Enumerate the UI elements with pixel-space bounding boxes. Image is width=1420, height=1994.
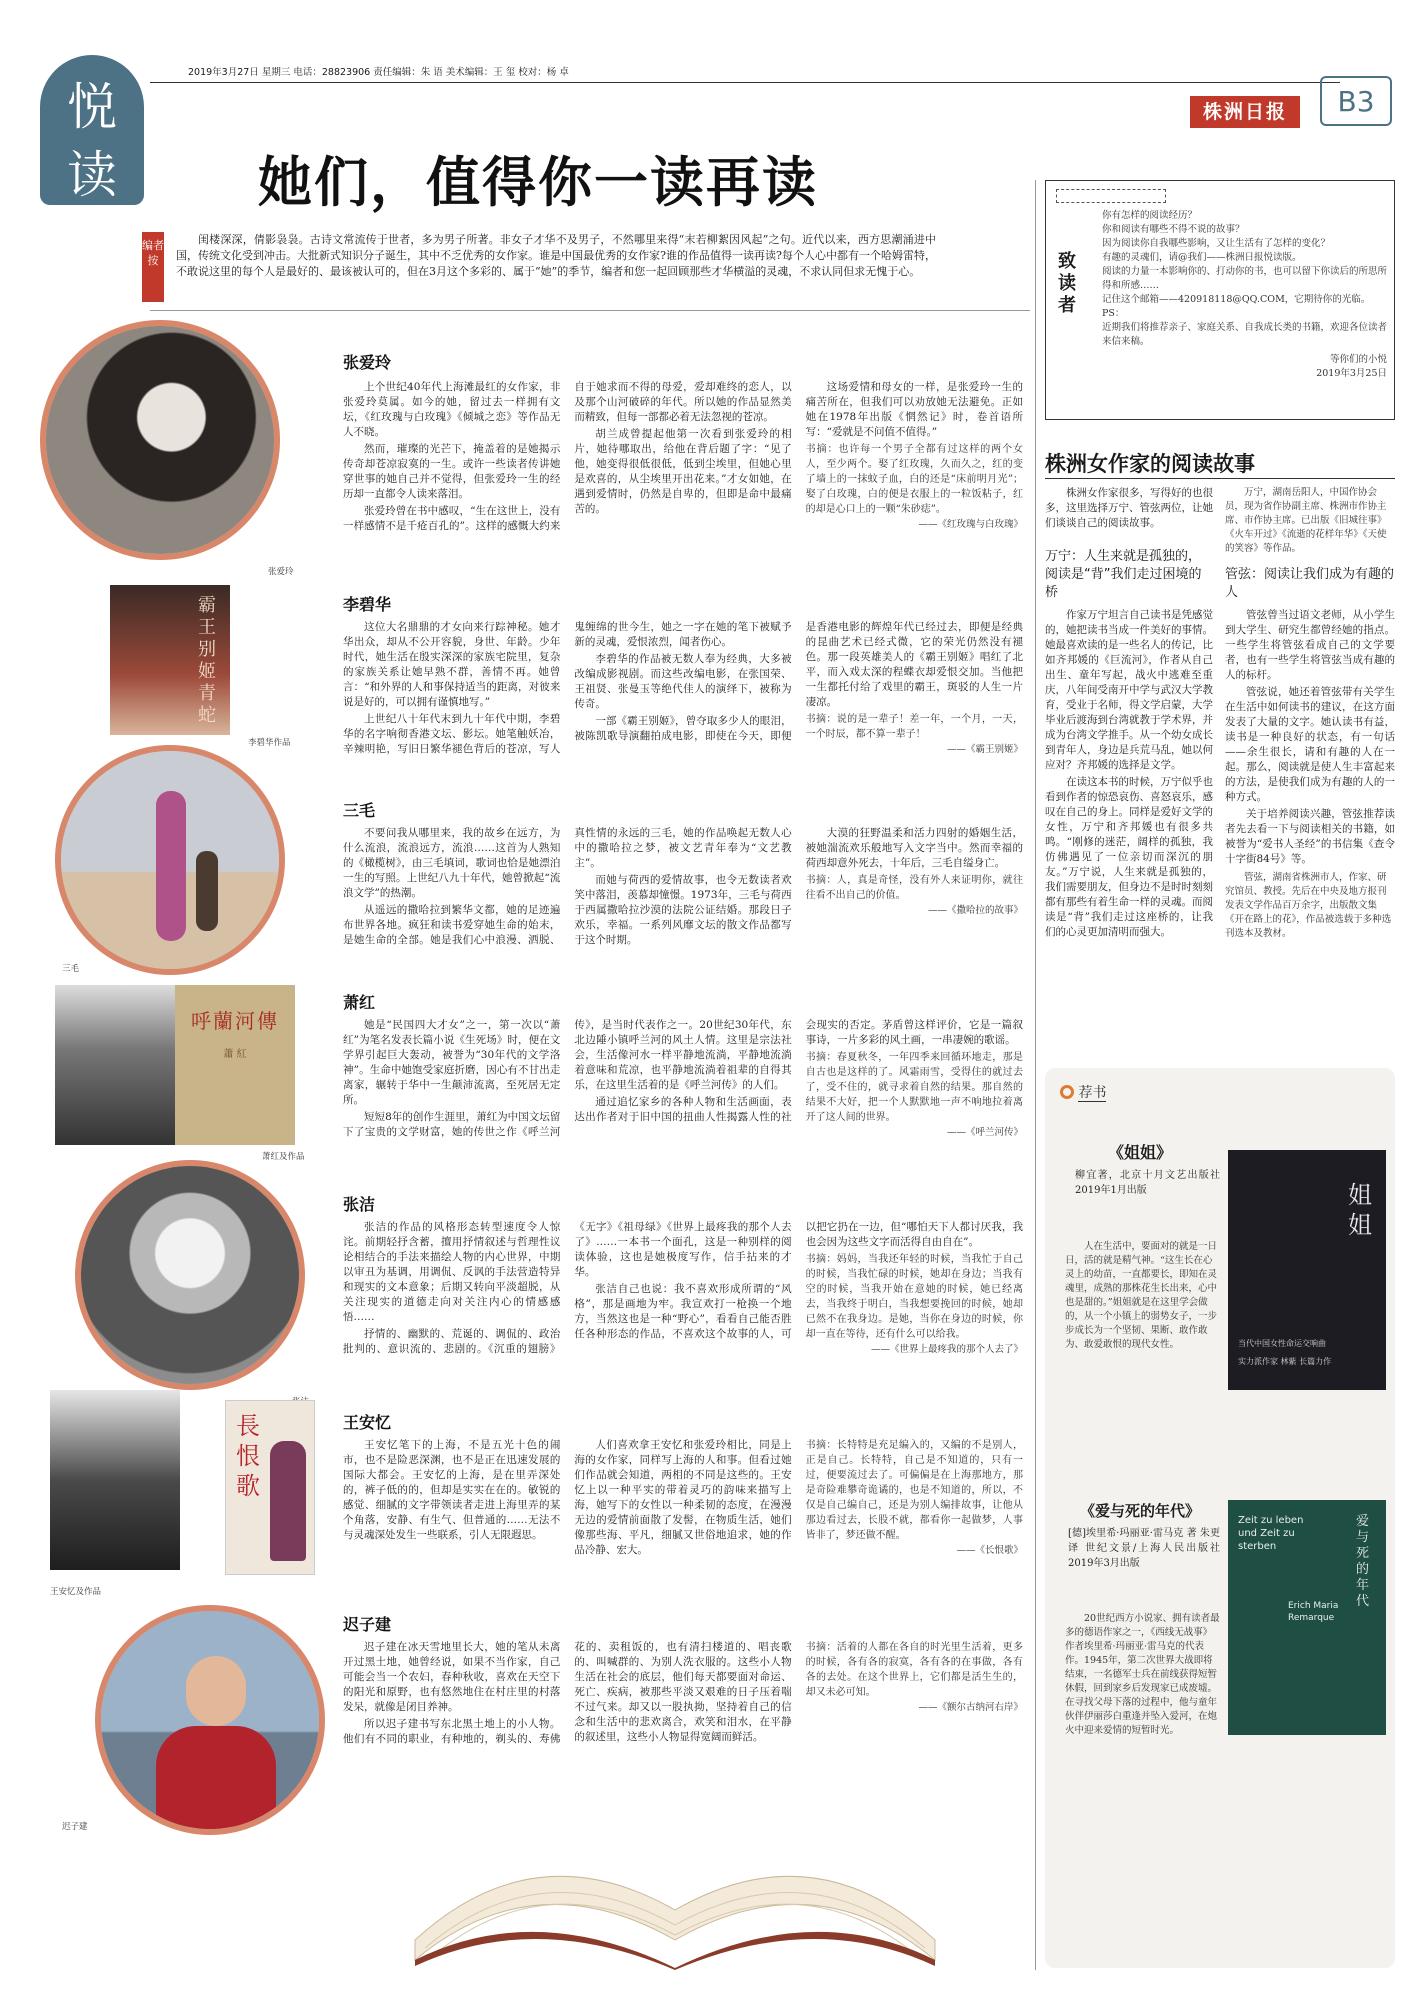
wanganyi-photo bbox=[50, 1390, 180, 1570]
editor-note-label-text: 编者按 bbox=[142, 239, 164, 267]
book2-cover-title: 爱与死的年代 bbox=[1356, 1514, 1370, 1609]
xiaohong-photo bbox=[55, 985, 175, 1145]
paragraph: 作家万宁坦言自己读书是凭感觉的，她把读书当成一件美好的事情。她最喜欢读的是一些名人的传记，比如齐邦媛的《巨流河》，作者从自己出生、童年写起，战火中逃难至重庆，八年间受南开中学与武汉大学教育，受业于名师，得文学启蒙，大学毕业后渡海到台湾就教于学术界，并成为台湾文学推手。从一个幼女成长到青年人，身边是兵荒马乱，她以何应对？齐邦媛的选择是文学。 bbox=[1045, 609, 1213, 771]
section-badge bbox=[40, 55, 144, 205]
quote-label: 书摘： bbox=[805, 444, 839, 455]
li-bihua-caption: 李碧华作品 bbox=[248, 738, 291, 748]
to-reader-stamp bbox=[1056, 189, 1166, 203]
book-rec-label bbox=[1060, 1082, 1106, 1102]
quote-text: 活着的人都在各自的时光里生活着，更多的时候，各有各的寂寞，各有各的在事做，各有各的去处。在这个世界上，它们都是活生生的，却又未必可知。 bbox=[805, 1642, 1023, 1698]
page-number: B3 bbox=[1320, 76, 1392, 126]
paragraph: 从遥远的撒哈拉到繁华文都，她的足迹遍布世界各地。疯狂和读书爱穿她生命的始末，是她生命的全部。她是我们心中浪漫、洒脱、真性情的永远的三毛，她的作品唤起无数人心中的撒哈拉之梦，被文艺青年奉为“文艺教主”。 bbox=[343, 827, 792, 946]
book2-meta: [德]埃里希·玛丽亚·雷马克 著 朱更 译 世纪文景/上海人民出版社 2019年3月出版 bbox=[1068, 1528, 1220, 1569]
quote-text: 说的是一辈子！差一年，一个月，一天，一个时辰，都不算一辈子！ bbox=[805, 714, 1023, 740]
quote-source: ——《额尔古纳河右岸》 bbox=[918, 1702, 1023, 1713]
book2-cover-author: Erich Maria Remarque bbox=[1288, 1601, 1339, 1623]
dateline: 2019年3月27日 星期三 电话：28823906 责任编辑：朱 语 美术编辑：王 玺 校对：杨 卓 bbox=[188, 67, 569, 78]
to-reader-box bbox=[1045, 180, 1395, 420]
zhang-ailing-caption: 张爱玲 bbox=[268, 567, 294, 577]
article-body-xiaohong bbox=[343, 1018, 1023, 1178]
quote-text: 长特特是充足编入的，又编的不是别人，正是自己。长特特，自己是不知道的，只有一过，便要流过去了。可偏偏是在上海那地方，那是奇险难攀奇诡谲的，也是不知道的，所以，不仅是自己编自己，还是为别人编排故事，让他从那边看过去，长股不就，都看你一起做梦，人事皆非了，梦还做不醒。 bbox=[805, 1440, 1023, 1541]
wanning-bio: 万宁，湖南岳阳人，中国作协会员，现为省作协副主席、株洲市作协主席、市作协主席。已出版《旧城往事》《火车开过》《流逝的花样年华》《天使的笑容》等作品。 bbox=[1225, 487, 1387, 554]
sanmao-photo bbox=[55, 745, 285, 975]
paragraph: 张洁的作品的风格形态转型速度令人惊诧。前期轻抒含蓄，擅用抒情叙述与哲理性议论相结合的手法来描绘人物的内心世界，中期以审丑为基调，用调侃、反讽的手法营造特异和现实的文本意象；后期又转向平淡超脱，从关注现实的道德走向对关注内心的情感感悟…… bbox=[343, 1221, 561, 1323]
quote-label: 书摘： bbox=[805, 714, 837, 725]
masthead-rule bbox=[150, 82, 1340, 83]
quote-label: 书摘： bbox=[805, 1440, 837, 1451]
paragraph: 这场爱情和母女的一样，是张爱玲一生的痛苦所在，但我们可以劝放她无法避免。正如她在1978年出版《惘然记》时，卷首语所写：“爱就是不问值不值得。” bbox=[805, 381, 1023, 438]
book1-text: 人在生活中，要面对的就是一日日，活的就是精气神。“这生长在心灵上的幼苗，一直都要长，即知在灵魂里，成熟的那株花生长出来，心中也是甜的。”姐姐就是在这里学会做的，从一个小镇上的弱势女子，一步步成长为一个坚韧、果断、敢作敢为、敢爱敢恨的现代女性。 bbox=[1065, 1241, 1218, 1350]
section-char-1: 悦 bbox=[67, 78, 117, 136]
article-body-sanmao bbox=[343, 826, 1023, 976]
to-reader-text bbox=[1102, 209, 1387, 381]
book-rec-label-text: 荐书 bbox=[1078, 1085, 1107, 1101]
book1-cover-sub2: 实力派作家 林紫 长篇力作 bbox=[1238, 1357, 1332, 1366]
paragraph: 大漠的狂野温柔和活力四射的婚姻生活，被她湍流欢乐般地写入文字当中。然而幸福的荷西却意外死去，十年后，三毛自缢身亡。 bbox=[805, 827, 1023, 869]
paragraph: 关于培养阅读兴趣，管弦推荐读者先去看一下与阅读相关的书籍，如被誉为“爱书人圣经”的书信集《查令十字街84号》等。 bbox=[1225, 808, 1395, 865]
hulan-book-cover bbox=[175, 985, 295, 1145]
xiaohong-caption: 萧红及作品 bbox=[262, 1152, 305, 1162]
to-reader-line: 你有怎样的阅读经历？ bbox=[1102, 210, 1198, 221]
quote-label: 书摘： bbox=[805, 1254, 837, 1265]
paragraph: 张爱玲曾在书中感叹，“生在这世上，没有一样感情不是千疮百孔的”。这样的感慨大约来自于她求而不得的母爱，爱却难终的恋人，以及那个山河破碎的年代。所以她的作品显然美而精致，但每一部都必着无法忽视的苍凉。 bbox=[343, 381, 792, 532]
quote-source: ——《长恨歌》 bbox=[956, 1545, 1023, 1556]
book1-cover-title: 姐姐 bbox=[1348, 1181, 1372, 1239]
open-book-illustration bbox=[395, 1790, 955, 1970]
to-reader-line: 因为阅读你自我哪些影响，又让生活有了怎样的变化？ bbox=[1102, 238, 1331, 249]
zhuzhou-intro: 株洲女作家很多，写得好的也很多，这里选择万宁、管弦两位，让她们谈谈自己的阅读故事。 bbox=[1045, 487, 1213, 529]
to-reader-date: 2019年3月25日 bbox=[1316, 368, 1387, 379]
section-char-2: 读 bbox=[67, 146, 117, 204]
paragraph: 胡兰成曾提起他第一次看到张爱玲的相片，她待哪取出，给他在背后题了字：“见了他，她变得很低很低，低到尘埃里，但她心里是欢喜的，从尘埃里开出花来。”才女如她，在遇到爱情时，仍然是自卑的，但即是命中最痛苦的。 bbox=[574, 428, 792, 515]
quote-source: ——《霸王别姬》 bbox=[946, 744, 1023, 755]
editor-note-label bbox=[142, 232, 164, 302]
quote-source: ——《呼兰河传》 bbox=[946, 1127, 1023, 1138]
article-title-li-bihua: 李碧华 bbox=[343, 595, 392, 614]
to-reader-line: 近期我们将推荐亲子、家庭关系、自我成长类的书籍，欢迎各位读者来信来稿。 bbox=[1102, 322, 1388, 347]
hulan-cover-title: 呼蘭河傳 bbox=[191, 1009, 279, 1033]
article-body-chizijian bbox=[343, 1640, 1023, 1775]
guanxian-bio: 管弦，湖南省株洲市人，作家、研究馆员、教授。先后在中央及地方报刊发表文学作品百万余字，出版散文集《开在路上的花》，作品被选载于多种选刊选本及教材。 bbox=[1225, 872, 1392, 939]
paragraph: 李碧华的作品被无数人奉为经典，大多被改编成影视剧。而这些改编电影，在张国荣、王祖贤、张曼玉等绝代佳人的演绎下，被称为传奇。 bbox=[574, 653, 792, 710]
zhuzhou-right-column bbox=[1225, 566, 1395, 941]
article-body-zhangjie bbox=[343, 1220, 1023, 1395]
paragraph: 张洁自己也说：我不喜欢形成所谓的“风格”，那是画地为牢。我宣欢打一枪换一个地方，当然这也是一种“野心”，看看自己能否胜任各种形态的作品，不喜欢这个故事的人，可以把它扔在一边，但“哪怕天下人都讨厌我，我也会因为这些文字而活得自由自在”。 bbox=[574, 1221, 1023, 1340]
paragraph: 上个世纪40年代上海滩最红的女作家，非张爱玲莫属。如今的她，留过去一样拥有文坛，《红玫瑰与白玫瑰》《倾城之恋》等作品无人不晓。 bbox=[343, 381, 561, 438]
paragraph: 短短8年的创作生涯里，萧红为中国文坛留下了宝贵的文学财富，她的传世之作《呼兰河传》，是当时代表作之一。20世纪30年代，东北边陲小镇呼兰河的风土人情。这里是宗法社会，生活像河水一样平静地流淌，平静地流淌着意味和荒凉，也平静地流淌着祖辈的自得其乐，在这里生活着的是《呼兰河传》的人们。 bbox=[343, 1019, 792, 1138]
guanxian-heading: 管弦：阅读让我们成为有趣的人 bbox=[1225, 567, 1395, 600]
li-bihua-book-cover bbox=[110, 585, 230, 735]
quote-text: 妈妈，当我还年轻的时候，当我忙于自己的时候，当我忙碌的时候，她却在身边；当我有空的时候，当我开始在意她的时候，她已经离去，当我终于明白，当我想要挽回的时候，她却已然不在我身边。是她，当你在身边的时候，你却一直在等待，还有什么可以给我。 bbox=[805, 1254, 1023, 1340]
to-reader-sign: 等你们的小悦 bbox=[1329, 354, 1387, 365]
paragraph: 管弦曾当过语文老师，从小学生到大学生、研究生都曾经她的指点。一些学生将管弦看成自己的文学要者，也有一些学生将管弦当成有趣的人的标杆。 bbox=[1225, 609, 1395, 681]
book2-text: 20世纪西方小说家、拥有读者最多的德语作家之一，《西线无战事》作者埃里希·玛丽亚·雷马克的代表作。1945年，第二次世界大战即将结束，一名德军士兵在前线获得短暂休假，回到家乡后发现家已成废墟。在寻找父母下落的过程中，他与童年伙伴伊丽莎白重逢并坠入爱河，在炮火中迎来爱情的短暂时光。 bbox=[1065, 1613, 1220, 1736]
zhang-ailing-photo bbox=[40, 320, 280, 560]
book1-meta: 柳宜著，北京十月文艺出版社 2019年1月出版 bbox=[1075, 1170, 1220, 1196]
quote-text: 人，真是奇怪，没有外人来证明你，就往往看不出自己的价值。 bbox=[805, 875, 1023, 901]
to-reader-label: 致读者 bbox=[1058, 251, 1076, 316]
article-body-li-bihua bbox=[343, 620, 1023, 780]
zhuzhou-title: 株洲女作家的阅读故事 bbox=[1045, 452, 1255, 476]
article-title-zhang-ailing: 张爱玲 bbox=[343, 353, 392, 372]
paragraph: 所以迟子建书写东北黑土地上的小人物。他们有不同的职业，有种地的，剃头的、寿佛花的、卖租饭的，也有清扫楼道的、唱丧歌的、叫喊群的、为别人洗衣服的。这些小人物生活在社会的底层，他们每天都要面对命运、死亡、疾病，被那些平淡又艰难的日子压着喘不过气来。却又以一股执拗，坚持着自己的信念和生活中的悲欢离合，欢笑和泪水，在平静的叙述里，这些小人物显得宽阔而鲜活。 bbox=[343, 1641, 792, 1745]
paragraph: 迟子建在冰天雪地里长大，她的笔从未离开过黑土地，她曾经说，如果不当作家，自己可能会当一个农妇，春种秋收，喜欢在天空下的阳光和原野，也有悠然地住在村庄里的村落发呆，就像是闭目养神。 bbox=[343, 1641, 561, 1713]
quote-text: 春夏秋冬，一年四季来回循环地走，那是自古也是这样的了。风霜雨雪，受得住的就过去了，受不住的，就寻求着自然的结果。那自然的结果不大好，把一个人默默地一声不响地拉着离开了这人间的世界。 bbox=[805, 1052, 1023, 1123]
quote-source: ——《红玫瑰与白玫瑰》 bbox=[918, 519, 1023, 530]
quote-label: 书摘： bbox=[805, 875, 837, 886]
paragraph: 管弦说，她还着管弦带有关学生在生活中如何读书的建议，在这方面发表了大量的文字。她认读书有益，读书是一种良好的状态，有一句话——余生很长，请和有趣的人在一起。那么，阅读就是使人生丰富起来的方法，是使我们成为有趣的人的一种方式。 bbox=[1225, 686, 1395, 803]
changhen-cover-title: 長恨歌 bbox=[236, 1412, 260, 1500]
to-reader-line: 有趣的灵魂们，请@我们——株洲日报悦读版。 bbox=[1102, 252, 1302, 263]
sanmao-caption: 三毛 bbox=[62, 964, 80, 974]
hulan-cover-author: 蕭 紅 bbox=[223, 1049, 247, 1060]
wanganyi-caption: 王安忆及作品 bbox=[50, 1587, 102, 1597]
paragraph: 王安忆笔下的上海，不是五光十色的闹市，也不是险恶深渊，也不是正在迅速发展的国际大都会。王安忆的上海，是在里弄深处的，裤子低的的，但却是实实在在的。敏锐的感觉、细腻的文字带领读者走进上海里弄的某个角落，安静、有生气、但普通的……无法不与灵魂深处发生一些联系，引人无限遐思。 bbox=[343, 1439, 561, 1541]
paragraph: 上世纪八十年代末到九十年代中期，李碧华的名字响彻香港文坛、影坛。她笔触妖冶，辛辣明艳，写旧日繁华褪色背后的苍凉，写人鬼缠绵的世今生，她之一字在她的笔下被赋予新的灵魂，爱恨浓烈，闻者伤心。 bbox=[343, 621, 792, 755]
paragraph: 抒情的、幽默的、荒诞的、调侃的、政治批判的、意识流的、悲剧的。《沉重的翅膀》《无字》《祖母绿》《世界上最疼我的那个人去了》……一本书一个面孔，这是一种别样的阅读体验，这也是她极度写作，信手拈来的才华。 bbox=[343, 1221, 792, 1355]
paragraph: 人们喜欢拿王安忆和张爱玲相比，同是上海的女作家，同样写上海的人和事。但看过她们作品就会知道，两相的不同是这些的。王安忆上以一种平实的带着灵巧的韵味来描写上海，她写下的女性以一种柔韧的态度，在漫漫无边的爱情前面散了发髻，在物质生活，她们像那些海、平凡，细腻又世俗地追求，她的作品冷静、宏大。 bbox=[574, 1439, 792, 1556]
to-reader-line: 你和阅读有哪些不得不说的故事？ bbox=[1102, 224, 1245, 235]
article-title-zhangjie: 张洁 bbox=[343, 1195, 376, 1214]
to-reader-line: 记住这个邮箱——420918118@QQ.COM，它期待你的光临。 bbox=[1102, 294, 1371, 305]
editor-note-text: 闺楼深深，倩影袅袅。古诗文常流传于世者，多为男子所著。非女子才华不及男子，不然哪里来得“末若柳絮因风起”之句。近代以来，西方思潮涌进中国，传统文化受到冲击。大批新式知识分子诞生，其中不乏优秀的女作家。谁是中国最优秀的女作家?谁的作品值得一读再读?每个人心中都有一个哈姆雷特，不敢说这里的每个人是最好的、最该被认可的，但在3月这个多彩的、属于“她”的季节，编者和您一起回顾那些才华横溢的灵魂，不求认同但求无愧于心。 bbox=[176, 233, 936, 278]
quote-text: 也许每一个男子全都有过这样的两个女人，至少两个。娶了红玫瑰，久而久之，红的变了墙上的一抹蚊子血，白的还是“床前明月光”；娶了白玫瑰，白的便是衣服上的一粒饭粘子，红的却是心口上的一颗“朱砂痣”。 bbox=[805, 444, 1023, 515]
chizijian-caption: 迟子建 bbox=[62, 1822, 88, 1832]
paragraph: 通过追忆家乡的各种人物和生活画面，表达出作者对于旧中国的扭曲人性揭露人性的社会现实的否定。茅盾曾这样评价，它是一篇叙事诗，一片多彩的风土画，一串凄婉的歌谣。 bbox=[574, 1019, 1023, 1123]
quote-source: ——《撒哈拉的故事》 bbox=[927, 905, 1023, 916]
chizijian-photo bbox=[95, 1605, 325, 1835]
quote-label: 书摘： bbox=[805, 1052, 837, 1063]
headline: 她们，值得你一读再读 bbox=[258, 151, 818, 214]
article-body-wanganyi bbox=[343, 1438, 1023, 1598]
book1-cover-sub: 当代中国女性命运交响曲 bbox=[1238, 1339, 1326, 1348]
changhen-book-cover bbox=[225, 1400, 315, 1575]
book2-title: 《爱与死的年代》 bbox=[1079, 1502, 1200, 1520]
paragraph: 这位大名鼎鼎的才女向来行踪神秘。她才华出众，却从不公开容貌，身世、年龄。少年时代，她生活在殷实深深的家族宅院里，复杂的家族关系让她早熟不群，善情不再。她曾言：“和外界的人和事保持适当的距离，对彼来说是好的，可以拥有谨慎地写。” bbox=[343, 621, 561, 708]
zhangjie-photo bbox=[75, 1160, 305, 1390]
article-body-zhang-ailing bbox=[343, 380, 1023, 570]
paragraph: 然而，璀璨的光芒下，掩盖着的是她揭示传奇却苍凉寂寞的一生。或许一些读者传讲她穿世事的她自己并不觉得，但张爱玲一生的经历却一直都令人读来落泪。 bbox=[343, 443, 561, 500]
paragraph: 在读这本书的时候，万宁似乎也看到作者的惊恐哀伤、喜怒哀乐，感叹在自己的身上。同样是爱好文学的女性，万宁和齐邦媛也有很多共鸣。“刚修的迷茫，阔样的孤独，我仿佛遇见了一位亲切而深沉的朋友。”万宁说，人生来就是孤独的，我们需要朋友，但身边不是时时刻刻都有那些有着生命一样的灵魂。而阅读是“背”我们走过这座桥的，让我们的心灵更加清明而强大。 bbox=[1045, 776, 1213, 938]
column-divider bbox=[1035, 180, 1036, 1970]
li-bihua-cover-title: 霸王别姬 青蛇 bbox=[198, 595, 216, 726]
editor-note-rule bbox=[150, 310, 1030, 311]
article-title-wanganyi: 王安忆 bbox=[343, 1413, 392, 1432]
book2-cover-de: Zeit zu leben und Zeit zu sterben bbox=[1238, 1515, 1304, 1552]
paragraph: 不要问我从哪里来，我的故乡在远方，为什么流浪，流浪远方，流浪……这首为人熟知的《橄榄树》，由三毛填词，歌词也恰是她漂泊一生的写照。上世纪八九十年代，她曾掀起“流浪文学”的热潮。 bbox=[343, 827, 561, 899]
zhuzhou-rule bbox=[1045, 478, 1395, 479]
book-rec-icon bbox=[1060, 1085, 1074, 1099]
article-title-chizijian: 迟子建 bbox=[343, 1615, 392, 1634]
book1-title: 《姐姐》 bbox=[1107, 1143, 1172, 1162]
zhuzhou-left-column bbox=[1045, 548, 1213, 942]
paragraph: 一部《霸王别姬》，曾夺取多少人的眼泪，被陈凯歌导演翻拍成电影，即使在今天，即便是香港电影的辉煌年代已经过去，即便是经典的昆曲艺术已经式微，它的荣光仍然没有褪色。那一段英雄美人的《霸王别姬》唱红了北平，而入戏太深的程蝶衣却爱恨交加。当他把一生都托付给了戏里的霸王，斑驳的人生一片凄凉。 bbox=[574, 621, 1023, 742]
book2-cover bbox=[1228, 1500, 1386, 1735]
quote-label: 书摘： bbox=[805, 1642, 837, 1653]
to-reader-line: 阅读的力量一本影响你的、打动你的书，也可以留下你读后的所思所得和所感…… bbox=[1102, 266, 1388, 291]
wanning-heading: 万宁：人生来就是孤独的，阅读是“背”我们走过困境的桥 bbox=[1045, 549, 1202, 600]
paragraph: 她是“民国四大才女”之一，第一次以“萧红”为笔名发表长篇小说《生死场》时，便在文学界引起巨大轰动，被誉为“30年代的文学洛神”。生命中她饱受家庭折磨，因心有不甘出走离家，辗转于华中一生颠沛流离，至死居无定所。 bbox=[343, 1019, 561, 1106]
paper-name: 株洲日报 bbox=[1190, 96, 1300, 128]
paragraph: 而她与荷西的爱情故事，也令无数读者欢笑中落泪，羡慕却憧憬。1973年，三毛与荷西于西属撒哈拉沙漠的法院公证结婚。那段日子欢乐，幸福。一系列风靡文坛的散文作品都写于这个时期。 bbox=[574, 874, 792, 946]
article-title-xiaohong: 萧红 bbox=[343, 993, 376, 1012]
book1-cover bbox=[1228, 1150, 1386, 1390]
to-reader-line: PS： bbox=[1102, 308, 1125, 319]
quote-source: ——《世界上最疼我的那个人去了》 bbox=[870, 1344, 1023, 1355]
article-title-sanmao: 三毛 bbox=[343, 801, 376, 820]
